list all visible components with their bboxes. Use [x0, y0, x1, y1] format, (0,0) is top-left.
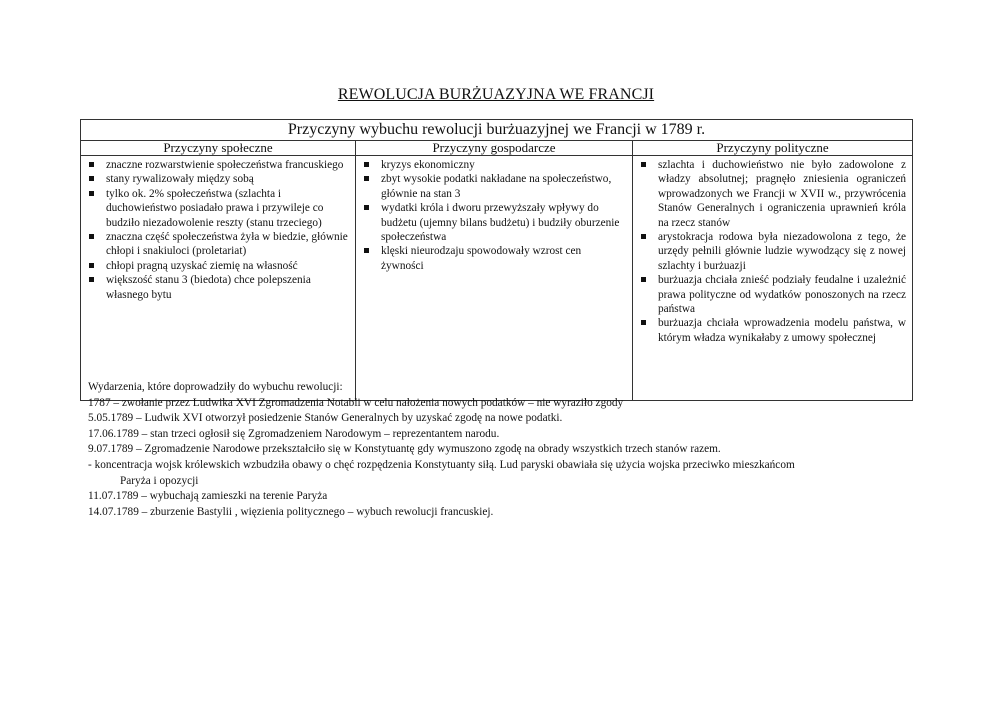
list-item: stany rywalizowały między sobą	[89, 172, 349, 186]
table-caption: Przyczyny wybuchu rewolucji burżuazyjnej we Francji w 1789 r.	[81, 120, 913, 141]
social-causes-list	[81, 156, 355, 308]
political-causes-list	[633, 156, 912, 351]
events-heading: Wydarzenia, które doprowadziły do wybuchu rewolucji:	[88, 381, 343, 393]
political-causes-cell	[633, 156, 913, 401]
list-item: znaczne rozwarstwienie społeczeństwa francuskiego	[89, 158, 349, 172]
events-section	[88, 380, 918, 520]
event-line: 17.06.1789 – stan trzeci ogłosił się Zgromadzeniem Narodowym – reprezentantem narodu.	[88, 427, 500, 440]
event-line-continuation: Paryża i opozycji	[120, 474, 199, 487]
event-line: 11.07.1789 – wybuchają zamieszki na terenie Paryża	[88, 490, 328, 503]
header-social-causes: Przyczyny społeczne	[81, 141, 356, 156]
economic-causes-cell	[356, 156, 633, 401]
list-item: wydatki króla i dworu przewyższały wpływy do budżetu (ujemny bilans budżetu) i budziły oburzenie społeczeństwa	[364, 201, 626, 244]
list-item: znaczna część społeczeństwa żyła w biedzie, głównie chłopi i snakiuloci (proletariat)	[89, 230, 349, 259]
list-item: arystokracja rodowa była niezadowolona z tego, że urzędy pełnili głównie ludzie wywodzący się z nowej szlachty i burżuazji	[641, 230, 906, 273]
header-economic-causes: Przyczyny gospodarcze	[356, 141, 633, 156]
economic-causes-list	[356, 156, 632, 279]
list-item: klęski nieurodzaju spowodowały wzrost cen żywności	[364, 244, 626, 273]
list-item: tylko ok. 2% społeczeństwa (szlachta i duchowieństwo posiadało prawa i przywileje co budziło niezadowolenie reszty (stanu trzeciego)	[89, 187, 349, 230]
event-line: 5.05.1789 – Ludwik XVI otworzył posiedzenie Stanów Generalnych by uzyskać zgodę na nowe podatki.	[88, 412, 563, 425]
header-political-causes: Przyczyny polityczne	[633, 141, 913, 156]
document-title: REWOLUCJA BURŻUAZYJNA WE FRANCJI	[337, 86, 655, 103]
causes-table	[80, 119, 913, 401]
list-item: zbyt wysokie podatki nakładane na społeczeństwo, głównie na stan 3	[364, 172, 626, 201]
event-line: 9.07.1789 – Zgromadzenie Narodowe przekształciło się w Konstytuantę gdy wymuszono zgodę na obrady wszystkich trzech stanów razem.	[88, 443, 721, 456]
list-item: burżuazja chciała wprowadzenia modelu państwa, w którym władza wynikałaby z umowy społecznej	[641, 316, 906, 345]
list-item: kryzys ekonomiczny	[364, 158, 626, 172]
list-item: burżuazja chciała znieść podziały feudalne i uzależnić prawa polityczne od wydatków ponoszonych na rzecz państwa	[641, 273, 906, 316]
event-line: 1787 – zwołanie przez Ludwika XVI Zgromadzenia Notabli w celu nałożenia nowych podatków – nie wyraziło zgody	[88, 396, 624, 409]
list-item: chłopi pragną uzyskać ziemię na własność	[89, 259, 349, 273]
list-item: szlachta i duchowieństwo nie było zadowolone z władzy absolutnej; pragnęło zniesienia ograniczeń wprowadzonych we Francji w XVII w., przywrócenia Stanów Generalnych i ograniczenia uprawnień króla na rzecz stanów	[641, 158, 906, 230]
social-causes-cell	[81, 156, 356, 401]
event-line: - koncentracja wojsk królewskich wzbudziła obawy o chęć rozpędzenia Konstytuanty siłą. Lud paryski obawiała się użycia wojska przeciwko mieszkańcom	[88, 458, 795, 471]
event-line: 14.07.1789 – zburzenie Bastylii , więzienia politycznego – wybuch rewolucji francuskiej.	[88, 505, 494, 518]
list-item: większość stanu 3 (biedota) chce polepszenia własnego bytu	[89, 273, 349, 302]
